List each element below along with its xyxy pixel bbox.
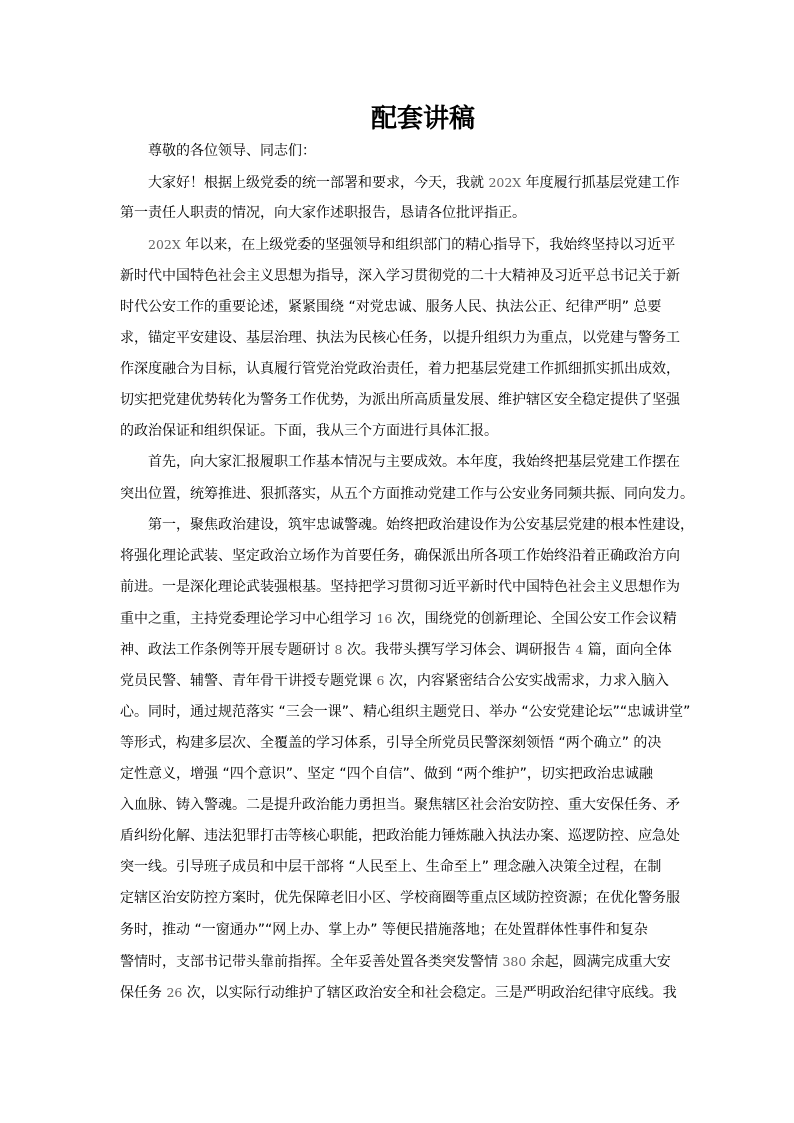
text-line — [120, 697, 700, 728]
paragraph — [120, 510, 700, 1008]
text-line — [120, 510, 700, 541]
text-line — [120, 915, 700, 946]
paragraph — [120, 136, 700, 167]
number-value: 26 — [166, 984, 183, 1000]
text-run: 心。同时，通过规范落实 “三会一课”、精心组织主题党日、举办 “公安党建论坛”“忠诚讲堂” — [120, 703, 691, 720]
text-run: 神、政法工作条例等开展专题研讨 — [120, 642, 335, 659]
text-line — [120, 447, 700, 478]
text-line — [120, 603, 700, 634]
text-line — [120, 416, 700, 447]
text-run: 突出位置，统筹推进、狠抓落实，从五个方面推动党建工作与公安业务同频共振、同向发力。 — [120, 485, 694, 502]
paragraph — [120, 229, 700, 447]
text-run: 次，以实际行动维护了辖区政治安全和社会稳定。三是严明政治纪律守底线。我 — [182, 984, 677, 1001]
text-run: 大家好！根据上级党委的统一部署和要求，今天，我就 — [148, 175, 489, 192]
text-run: 次，围绕党的创新理论、全国公安工作会议精 — [392, 611, 677, 628]
text-run: 前进。一是深化理论武装强根基。坚持把学习贯彻习近平新时代中国特色社会主义思想作为 — [120, 578, 680, 595]
text-run: 第一责任人职责的情况，向大家作述职报告，恳请各位批评指正。 — [120, 205, 526, 222]
text-run: 突一线。引导班子成员和中层干部将 “人民至上、生命至上” 理念融入决策全过程，在制 — [120, 859, 662, 876]
text-run: 尊敬的各位领导、同志们： — [148, 143, 316, 159]
text-run: 的政治保证和组织保证。下面，我从三个方面进行具体汇报。 — [120, 423, 498, 440]
text-run: 年度履行抓基层党建工作 — [521, 175, 680, 192]
text-run: 保任务 — [120, 984, 167, 1001]
text-line — [120, 385, 700, 416]
text-run: 入血脉、铸入警魂。二是提升政治能力勇担当。聚焦辖区社会治安防控、重大安保任务、矛 — [120, 796, 680, 813]
text-line — [120, 136, 700, 167]
number-value: 6 — [376, 673, 385, 689]
text-line — [120, 665, 700, 696]
text-run: 盾纠纷化解、违法犯罪打击等核心职能，把政治能力锤炼融入执法办案、巡逻防控、应急处 — [120, 828, 680, 845]
text-run: 将强化理论武装、坚定政治立场作为首要任务，确保派出所各项工作始终沿着正确政治方向 — [120, 547, 680, 564]
text-line — [120, 883, 700, 914]
text-line — [120, 821, 700, 852]
number-value: 16 — [376, 611, 393, 627]
text-line — [120, 852, 700, 883]
document-title: 配套讲稿 — [370, 104, 475, 134]
text-line — [120, 323, 700, 354]
text-run: 时代公安工作的重要论述，紧紧围绕 “对党忠诚、服务人民、执法公正、纪律严明” 总要 — [120, 298, 662, 315]
text-run: 警情时，支部书记带头靠前指挥。全年妥善处置各类突发警情 — [120, 953, 503, 970]
text-line — [120, 198, 700, 229]
text-line — [120, 728, 700, 759]
text-line — [120, 354, 700, 385]
text-run: 年以来，在上级党委的坚强领导和组织部门的精心指导下，我始终坚持以习近平 — [180, 237, 676, 254]
text-run: 次，内容紧密结合公安实战需求，力求入脑入 — [384, 673, 669, 690]
text-run: 第一，聚焦政治建设，筑牢忠诚警魂。始终把政治建设作为公安基层党建的根本性建设， — [148, 516, 694, 533]
text-line — [120, 572, 700, 603]
number-value: 202X — [148, 237, 181, 253]
text-run: 余起，圆满完成重大安 — [526, 953, 671, 970]
text-run: 篇，面向全体 — [583, 642, 672, 659]
paragraph — [120, 447, 700, 509]
text-run: 求，锚定平安建设、基层治理、执法为民核心任务，以提升组织力为重点，以党建与警务工 — [120, 329, 680, 346]
text-line — [120, 790, 700, 821]
text-line — [120, 229, 700, 260]
text-run: 务时，推动 “一窗通办”“网上办、掌上办” 等便民措施落地；在处置群体性事件和复杂 — [120, 921, 648, 938]
text-line — [120, 261, 700, 292]
number-value: 202X — [488, 175, 522, 191]
text-line — [120, 541, 700, 572]
text-line — [120, 759, 700, 790]
text-run: 定辖区治安防控方案时，优先保障老旧小区、学校商圈等重点区域防控资源；在优化警务服 — [120, 890, 680, 907]
text-run: 作深度融合为目标，认真履行管党治党政治责任，着力把基层党建工作抓细抓实抓出成效， — [120, 360, 680, 377]
paragraph — [120, 167, 700, 229]
number-value: 380 — [502, 953, 527, 969]
text-run: 定性意义，增强 “四个意识”、坚定 “四个自信”、做到 “两个维护”，切实把政治忠诚融 — [120, 765, 653, 782]
document-body — [120, 136, 700, 1008]
text-line — [120, 479, 700, 510]
text-line — [120, 946, 700, 977]
text-run: 切实把党建优势转化为警务工作优势，为派出所高质量发展、维护辖区安全稳定提供了坚强 — [120, 392, 680, 409]
text-line — [120, 167, 700, 198]
text-run: 等形式，构建多层次、全覆盖的学习体系，引导全所党员民警深刻领悟 “两个确立” 的决 — [120, 734, 662, 751]
text-run: 首先，向大家汇报履职工作基本情况与主要成效。本年度，我始终把基层党建工作摆在 — [148, 454, 680, 471]
text-line — [120, 634, 700, 665]
text-line — [120, 292, 700, 323]
number-value: 4 — [575, 642, 584, 658]
number-value: 8 — [334, 642, 343, 658]
text-run: 次。我带头撰写学习体会、调研报告 — [342, 642, 576, 659]
text-run: 党员民警、辅警、青年骨干讲授专题党课 — [120, 673, 377, 690]
text-line — [120, 977, 700, 1008]
text-run: 重中之重，主持党委理论学习中心组学习 — [120, 611, 377, 628]
text-run: 新时代中国特色社会主义思想为指导，深入学习贯彻党的二十大精神及习近平总书记关于新 — [120, 267, 680, 284]
